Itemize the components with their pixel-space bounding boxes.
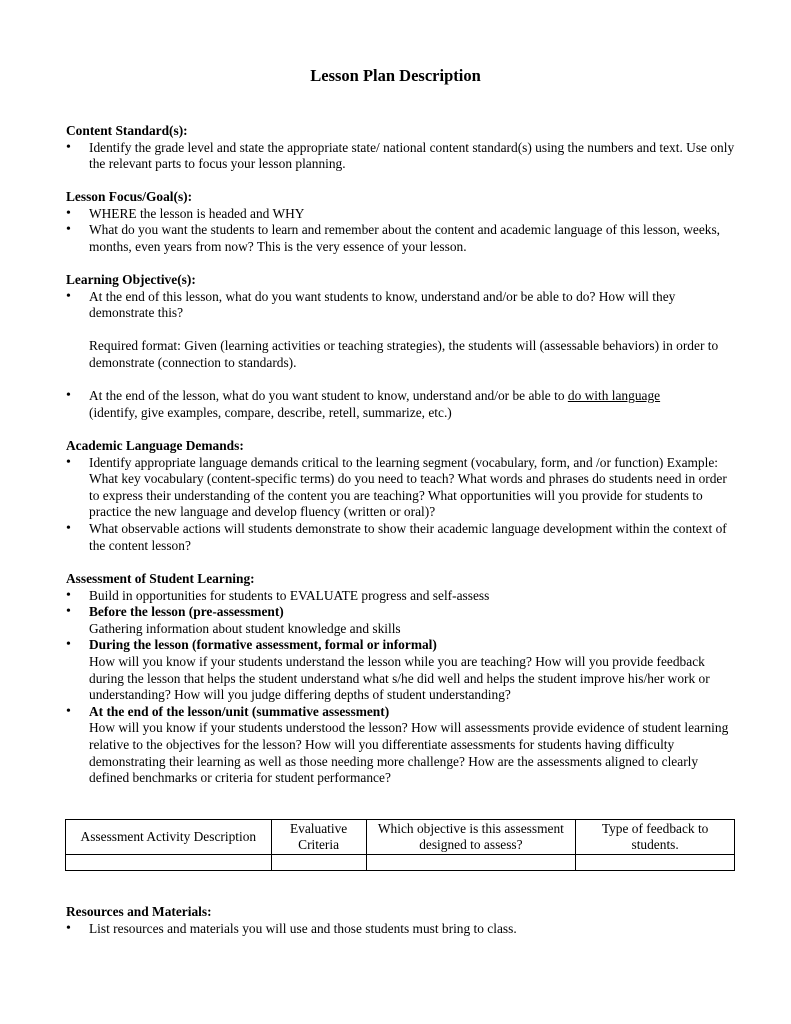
required-format-text: Required format: Given (learning activities or teaching strategies), the students will (assessable behaviors) in order to demonstrate (connection to standards). [89,338,719,370]
academic-language-section [66,438,736,554]
during-lesson-title: • During the lesson (formative assessment, formal or informal) [89,637,437,653]
academic-language-bullet: • Identify appropriate language demands critical to the learning segment (vocabulary, form, and /or function) Example: What key vocabulary (content-specific terms) do you need to teach? What words and phrases do students need in order to express their understanding of the content you are teaching? What opportunities will you provide for students to practice the new language and develop fluency (written or oral)? [66,455,736,521]
lesson-focus-bullet: • What do you want the students to learn and remember about the content and academic language of this lesson, weeks, months, even years from now? This is the very essence of your lesson. [66,222,736,255]
resources-bullet: • List resources and materials you will use and those students must bring to class. [66,921,736,938]
lesson-focus-heading: Lesson Focus/Goal(s): [66,189,193,204]
assessment-bullet-during [66,637,736,703]
table-header-cell: Assessment Activity Description [66,820,272,855]
page-title: Lesson Plan Description [310,66,481,85]
end-lesson-title: • At the end of the lesson/unit (summative assessment) [89,703,390,719]
learning-objectives-bullet [66,388,736,421]
table-cell[interactable] [576,855,735,871]
learning-objectives-bullet [66,289,736,389]
table-header-cell: Type of feedback to students. [576,820,735,855]
academic-language-bullet: • What observable actions will students demonstrate to show their academic language development within the context of the content lesson? [66,521,736,554]
assessment-bullet-before [66,604,736,637]
assessment-section [66,571,736,787]
before-lesson-title: • Before the lesson (pre-assessment) [89,604,284,620]
resources-section [66,904,736,937]
learning-objectives-section [66,272,736,421]
table-cell[interactable] [66,855,272,871]
learning-objectives-heading: Learning Objective(s): [66,272,196,287]
lesson-focus-bullet: • WHERE the lesson is headed and WHY [66,206,736,223]
before-lesson-text: Gathering information about student knowledge and skills [89,620,401,636]
content-standards-heading: Content Standard(s): [66,123,188,138]
table-cell[interactable] [366,855,576,871]
content-standards-section [66,123,736,173]
during-lesson-text: How will you know if your students understand the lesson while you are teaching? How will you provide feedback during the lesson that helps the student understand what s/he did well and helps the student improve his/her work or understanding? How will you judge differing depths of student understanding? [89,653,710,703]
objective-question-text: At the end of this lesson, what do you want students to know, understand and/or be able to do? How will they demonstrate this? [89,288,676,321]
objective-language-examples: (identify, give examples, compare, describe, retell, summarize, etc.) [89,404,452,420]
content-standards-bullet: • Identify the grade level and state the appropriate state/ national content standard(s) using the numbers and text. Use only the relevant parts to focus your lesson planning. [66,140,736,173]
end-lesson-text: How will you know if your students understood the lesson? How will assessments provide evidence of student learning relative to the objectives for the lesson? How will you differentiate assessments for students having difficulty demonstrating their learning as well as those needing more challenge? How are the assessments aligned to clearly defined benchmarks or criteria for student performance? [89,720,729,786]
table-header-cell: Evaluative Criteria [271,820,366,855]
table-header-row [66,820,735,855]
table-header-cell: Which objective is this assessment designed to assess? [366,820,576,855]
assessment-bullet: • Build in opportunities for students to EVALUATE progress and self-assess [66,588,736,605]
assessment-heading: Assessment of Student Learning: [66,571,255,586]
table-cell[interactable] [271,855,366,871]
resources-heading: Resources and Materials: [66,904,212,919]
do-with-language-underline: do with language [567,388,661,404]
lesson-focus-section [66,189,736,255]
table-row [66,855,735,871]
assessment-bullet-end [66,704,736,787]
academic-language-heading: Academic Language Demands: [66,438,244,453]
objective-language-text: At the end of the lesson, what do you want student to know, understand and/or be able to [89,388,568,404]
assessment-table [65,819,735,871]
